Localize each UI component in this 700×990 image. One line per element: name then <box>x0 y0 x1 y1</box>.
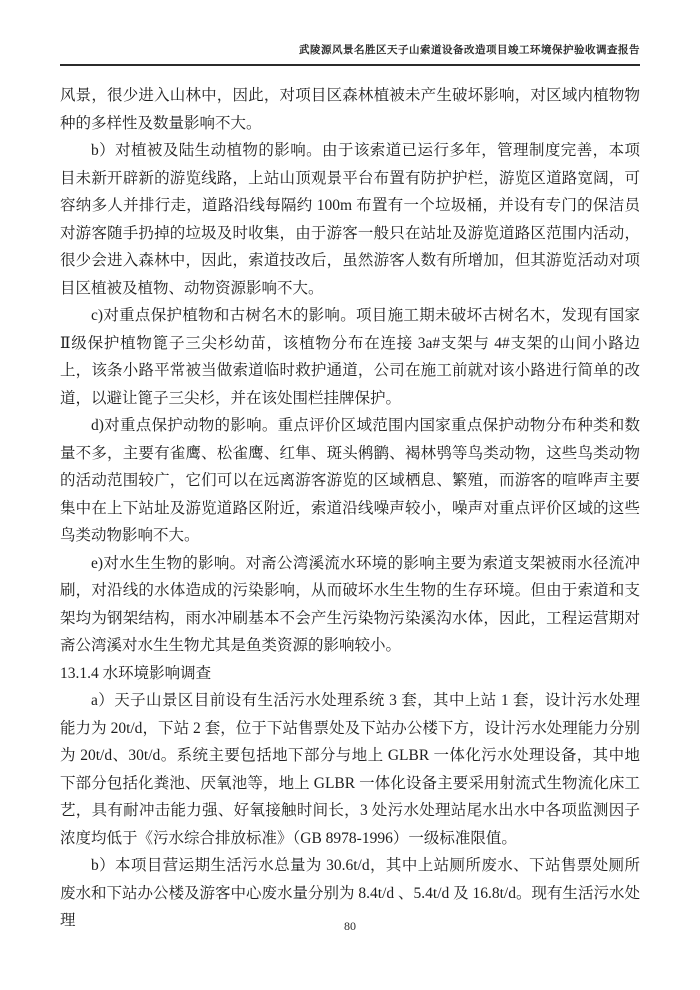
section-heading-water-environment: 13.1.4 水环境影响调查 <box>60 664 212 682</box>
paragraph-e-aquatic-life-impact: e)对水生生物的影响。对斋公湾溪流水环境的影响主要为索道支架被雨水径流冲刷，对沿线的水体造成的污染影响，从而破坏水生生物的生存环境。但由于索道和支架均为钢架结构，雨水冲刷基本不会产生污染物污染溪沟水体，因此，工程运营期对斋公湾溪对水生生物尤其是鱼类资源的影响较小。 <box>60 554 640 654</box>
page-header-title: 武陵源风景名胜区天子山索道设备改造项目竣工环境保护验收调查报告 <box>60 42 640 66</box>
paragraph-c-protected-plants-impact: c)对重点保护植物和古树名木的影响。项目施工期未破坏古树名木，发现有国家Ⅱ级保护植物篦子三尖杉幼苗，该植物分布在连接 3a#支架与 4#支架的山间小路边上，该条小路平常被当做索道临时救护通道，公司在施工前就对该小路进行简单的改道，以避让篦子三尖杉，并在该处围栏挂牌保护。 <box>60 307 640 407</box>
paragraph-b-vegetation-impact: b）对植被及陆生动植物的影响。由于该索道已运行多年，管理制度完善，本项目未新开辟新的游览线路，上站山顶观景平台布置有防护护栏，游览区道路宽阔，可容纳多人并排行走，道路沿线每隔约 100m 布置有一个垃圾桶，并设有专门的保洁员对游客随手扔掉的垃圾及时收集，由于游客一般只在站址及游览道路区范围内活动，很少会进入森林中，因此，索道技改后，虽然游客人数有所增加，但其游览活动对项目区植被及植物、动物资源影响不大。 <box>60 142 640 297</box>
document-body <box>60 82 640 935</box>
paragraph-b-sewage-volume: b）本项目营运期生活污水总量为 30.6t/d，其中上站厕所废水、下站售票处厕所废水和下站办公楼及游客中心废水量分别为 8.4t/d 、5.4t/d 及 16.8t/d。现有生活污水处理 <box>60 857 640 929</box>
paragraph-a-sewage-treatment-systems: a）天子山景区目前设有生活污水处理系统 3 套，其中上站 1 套，设计污水处理能力为 20t/d，下站 2 套，位于下站售票处及下站办公楼下方，设计污水处理能力分别为 20t/d、30t/d。系统主要包括地下部分与地上 GLBR 一体化污水处理设备，其中地下部分包括化粪池、厌氧池等，地上 GLBR 一体化设备主要采用射流式生物流化床工艺，具有耐冲击能力强、好氧接触时间长，3 处污水处理站尾水出水中各项监测因子浓度均低于《污水综合排放标准》（GB 8978-1996）一级标准限值。 <box>60 692 640 847</box>
paragraph-continuation: 风景，很少进入山林中，因此，对项目区森林植被未产生破坏影响，对区域内植物物种的多样性及数量影响不大。 <box>60 87 640 132</box>
paragraph-d-protected-animals-impact: d)对重点保护动物的影响。重点评价区域范围内国家重点保护动物分布种类和数量不多，主要有雀鹰、松雀鹰、红隼、斑头鸺鹠、褐林鸮等鸟类动物，这些鸟类动物的活动范围较广，它们可以在远离游客游览的区域栖息、繁殖，而游客的喧哗声主要集中在上下站址及游览道路区附近，索道沿线噪声较小，噪声对重点评价区域的这些鸟类动物影响不大。 <box>60 417 640 544</box>
page-number: 80 <box>344 919 356 933</box>
